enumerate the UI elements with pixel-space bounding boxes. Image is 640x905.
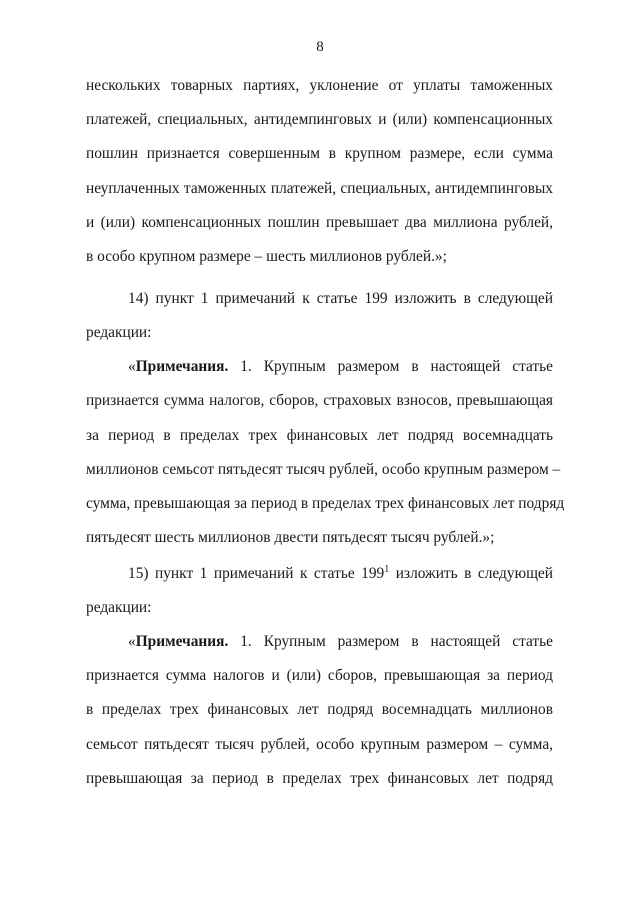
item-15-text-end: изложить в следующей <box>389 565 553 582</box>
open-quote: « <box>128 358 136 375</box>
text-line: признается сумма налогов и (или) сборов, превышающая за период <box>86 667 553 684</box>
text-line: в пределах трех финансовых лет подряд восемнадцать миллионов <box>86 701 553 718</box>
text-line: пятьдесят шесть миллионов двести пятьдесят тысяч рублей.»; <box>86 529 495 546</box>
note-heading-line <box>128 632 553 652</box>
note-heading-rest: 1. Крупным размером в настоящей статье <box>228 358 553 375</box>
text-line: семьсот пятьдесят тысяч рублей, особо крупным размером – сумма, <box>86 736 553 753</box>
text-line: миллионов семьсот пятьдесят тысяч рублей, особо крупным размером – <box>86 461 561 478</box>
text-line: признается сумма налогов, сборов, страховых взносов, превышающая <box>86 392 553 409</box>
superscript: 1 <box>384 564 390 575</box>
text-line: 14) пункт 1 примечаний к статье 199 изложить в следующей <box>128 290 553 307</box>
item-15-text-start: 15) пункт 1 примечаний к статье 199 <box>128 565 385 582</box>
note-heading-line <box>128 357 553 377</box>
text-line: редакции: <box>86 324 152 341</box>
note-bold-heading: Примечания. <box>135 358 229 375</box>
text-line: пошлин признается совершенным в крупном размере, если сумма <box>86 145 553 162</box>
text-line: в особо крупном размере – шесть миллионов рублей.»; <box>86 248 447 265</box>
note-heading-rest: 1. Крупным размером в настоящей статье <box>228 633 553 650</box>
item-15-line <box>128 564 553 584</box>
open-quote: « <box>128 633 136 650</box>
text-line: нескольких товарных партиях, уклонение от уплаты таможенных <box>86 77 553 94</box>
text-line: превышающая за период в пределах трех финансовых лет подряд <box>86 770 553 787</box>
text-line: платежей, специальных, антидемпинговых и (или) компенсационных <box>86 111 553 128</box>
text-line: неуплаченных таможенных платежей, специальных, антидемпинговых <box>86 180 553 197</box>
text-line: редакции: <box>86 599 152 616</box>
page-number: 8 <box>316 39 324 55</box>
note-bold-heading: Примечания. <box>135 633 229 650</box>
text-line: сумма, превышающая за период в пределах трех финансовых лет подряд <box>86 495 565 512</box>
text-line: и (или) компенсационных пошлин превышает два миллиона рублей, <box>86 214 553 231</box>
text-line: за период в пределах трех финансовых лет подряд восемнадцать <box>86 427 553 444</box>
